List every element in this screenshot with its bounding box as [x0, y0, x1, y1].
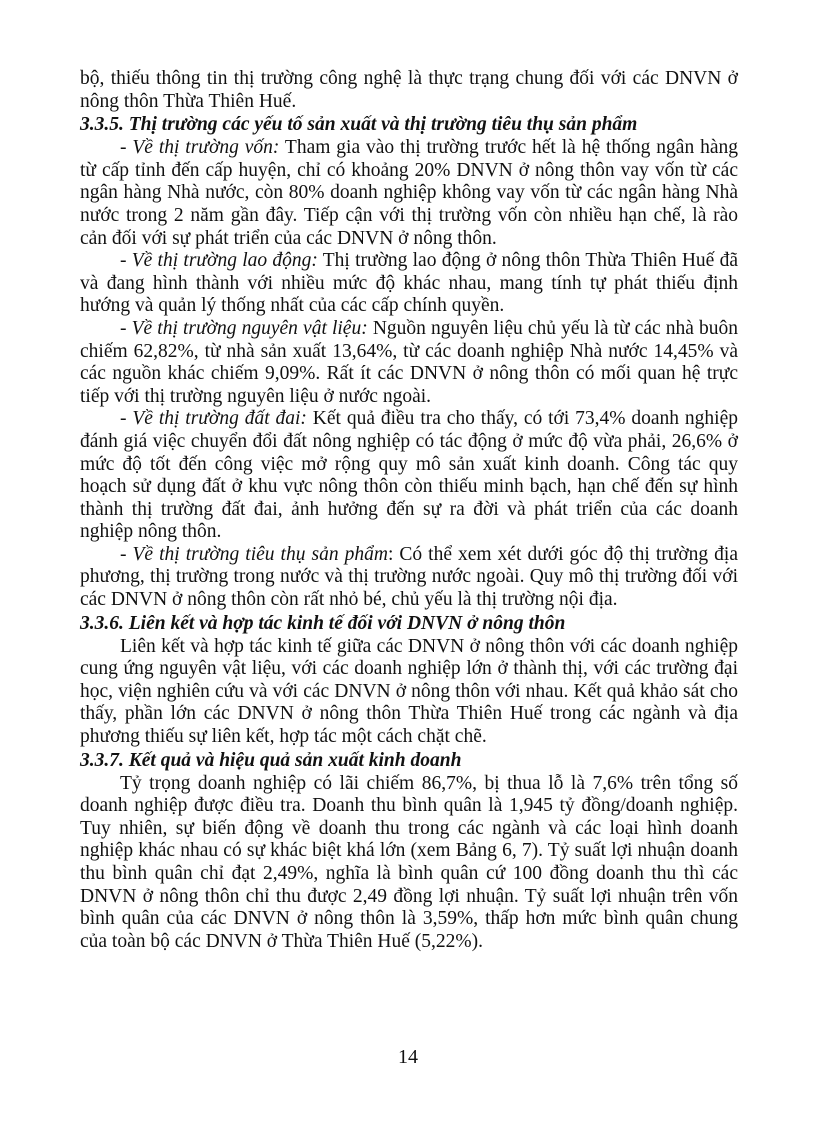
paragraph-land-market	[80, 408, 738, 544]
document-page	[80, 68, 738, 953]
section-heading-3-3-6: 3.3.6. Liên kết và hợp tác kinh tế đối với DNVN ở nông thôn	[80, 612, 566, 634]
lead-labor-market: - Về thị trường lao động:	[120, 250, 318, 272]
section-heading-3-3-7: 3.3.7. Kết quả và hiệu quả sản xuất kinh doanh	[80, 749, 462, 771]
paragraph-materials-market	[80, 318, 738, 408]
lead-land-market: - Về thị trường đất đai:	[120, 408, 307, 430]
text-product-market: : Có thể xem xét dưới góc độ thị trường địa phương, thị trường trong nước và thị trường nước ngoài. Quy mô thị trường đối với các DNVN ở nông thôn còn rất nhỏ bé, chủ yếu là thị trường nội địa.	[80, 543, 738, 611]
text-materials-market: Nguồn nguyên liệu chủ yếu là từ các nhà buôn chiếm 62,82%, từ nhà sản xuất 13,64%, từ các doanh nghiệp Nhà nước 14,45% và các nguồn khác chiếm 9,09%. Rất ít các DNVN ở nông thôn có mối quan hệ trực tiếp với thị trường nguyên liệu ở nước ngoài.	[80, 317, 739, 407]
lead-product-market: - Về thị trường tiêu thụ sản phẩm	[120, 543, 388, 565]
paragraph-business-results: Tỷ trọng doanh nghiệp có lãi chiếm 86,7%, bị thua lỗ là 7,6% trên tổng số doanh nghiệp được điều tra. Doanh thu bình quân là 1,945 tỷ đồng/doanh nghiệp. Tuy nhiên, sự biến động về doanh thu trong các ngành và các loại hình doanh nghiệp khác nhau có sự khác biệt khá lớn (xem Bảng 6, 7). Tỷ suất lợi nhuận doanh thu bình quân chỉ đạt 2,49%, nghĩa là bình quân cứ 100 đồng doanh thu thì các DNVN ở nông thôn chỉ thu được 2,49 đồng lợi nhuận. Tỷ suất lợi nhuận trên vốn bình quân của các DNVN ở nông thôn là 3,59%, thấp hơn mức bình quân chung của toàn bộ các DNVN ở Thừa Thiên Huế (5,22%).	[80, 772, 738, 952]
section-heading-3-3-5: 3.3.5. Thị trường các yếu tố sản xuất và thị trường tiêu thụ sản phẩm	[80, 114, 638, 136]
paragraph-product-market	[80, 544, 738, 612]
intro-paragraph: bộ, thiếu thông tin thị trường công nghệ là thực trạng chung đối với các DNVN ở nông thôn Thừa Thiên Huế.	[80, 68, 738, 112]
paragraph-cooperation: Liên kết và hợp tác kinh tế giữa các DNVN ở nông thôn với các doanh nghiệp cung ứng nguyên vật liệu, với các doanh nghiệp lớn ở thành thị, với các trường đại học, viện nghiên cứu và với các DNVN ở nông thôn với nhau. Kết quả khảo sát cho thấy, phần lớn các DNVN ở nông thôn Thừa Thiên Huế trong các ngành và địa phương thiếu sự liên kết, hợp tác một cách chặt chẽ.	[80, 635, 738, 748]
paragraph-labor-market	[80, 250, 738, 318]
lead-capital-market: - Về thị trường vốn:	[120, 137, 280, 159]
lead-materials-market: - Về thị trường nguyên vật liệu:	[120, 317, 368, 339]
text-labor-market: Thị trường lao động ở nông thôn Thừa Thiên Huế đã và đang hình thành với nhiều mức độ khác nhau, mang tính tự phát thiếu định hướng và quản lý thống nhất của các cấp chính quyền.	[80, 250, 738, 317]
paragraph-capital-market	[80, 137, 738, 250]
text-land-market: Kết quả điều tra cho thấy, có tới 73,4% doanh nghiệp đánh giá việc chuyển đổi đất nông nghiệp có tác động ở mức độ vừa phải, 26,6% ở mức độ tốt đến công việc mở rộng quy mô sản xuất kinh doanh. Công tác quy hoạch sử dụng đất ở khu vực nông thôn còn thiếu minh bạch, hạn chế đến sự hình thành thị trường đất đai, ảnh hưởng đến sự ra đời và phát triển của các doanh nghiệp nông thôn.	[80, 408, 739, 543]
page-number: 14	[398, 1046, 418, 1068]
text-capital-market: Tham gia vào thị trường trước hết là hệ thống ngân hàng từ cấp tỉnh đến cấp huyện, chỉ có khoảng 20% DNVN ở nông thôn vay vốn từ các ngân hàng Nhà nước, còn 80% doanh nghiệp không vay vốn từ các ngân hàng Nhà nước trong 2 năm gần đây. Tiếp cận với thị trường vốn còn nhiều hạn chế, là rào cản đối với sự phát triển của các DNVN ở nông thôn.	[80, 137, 738, 249]
